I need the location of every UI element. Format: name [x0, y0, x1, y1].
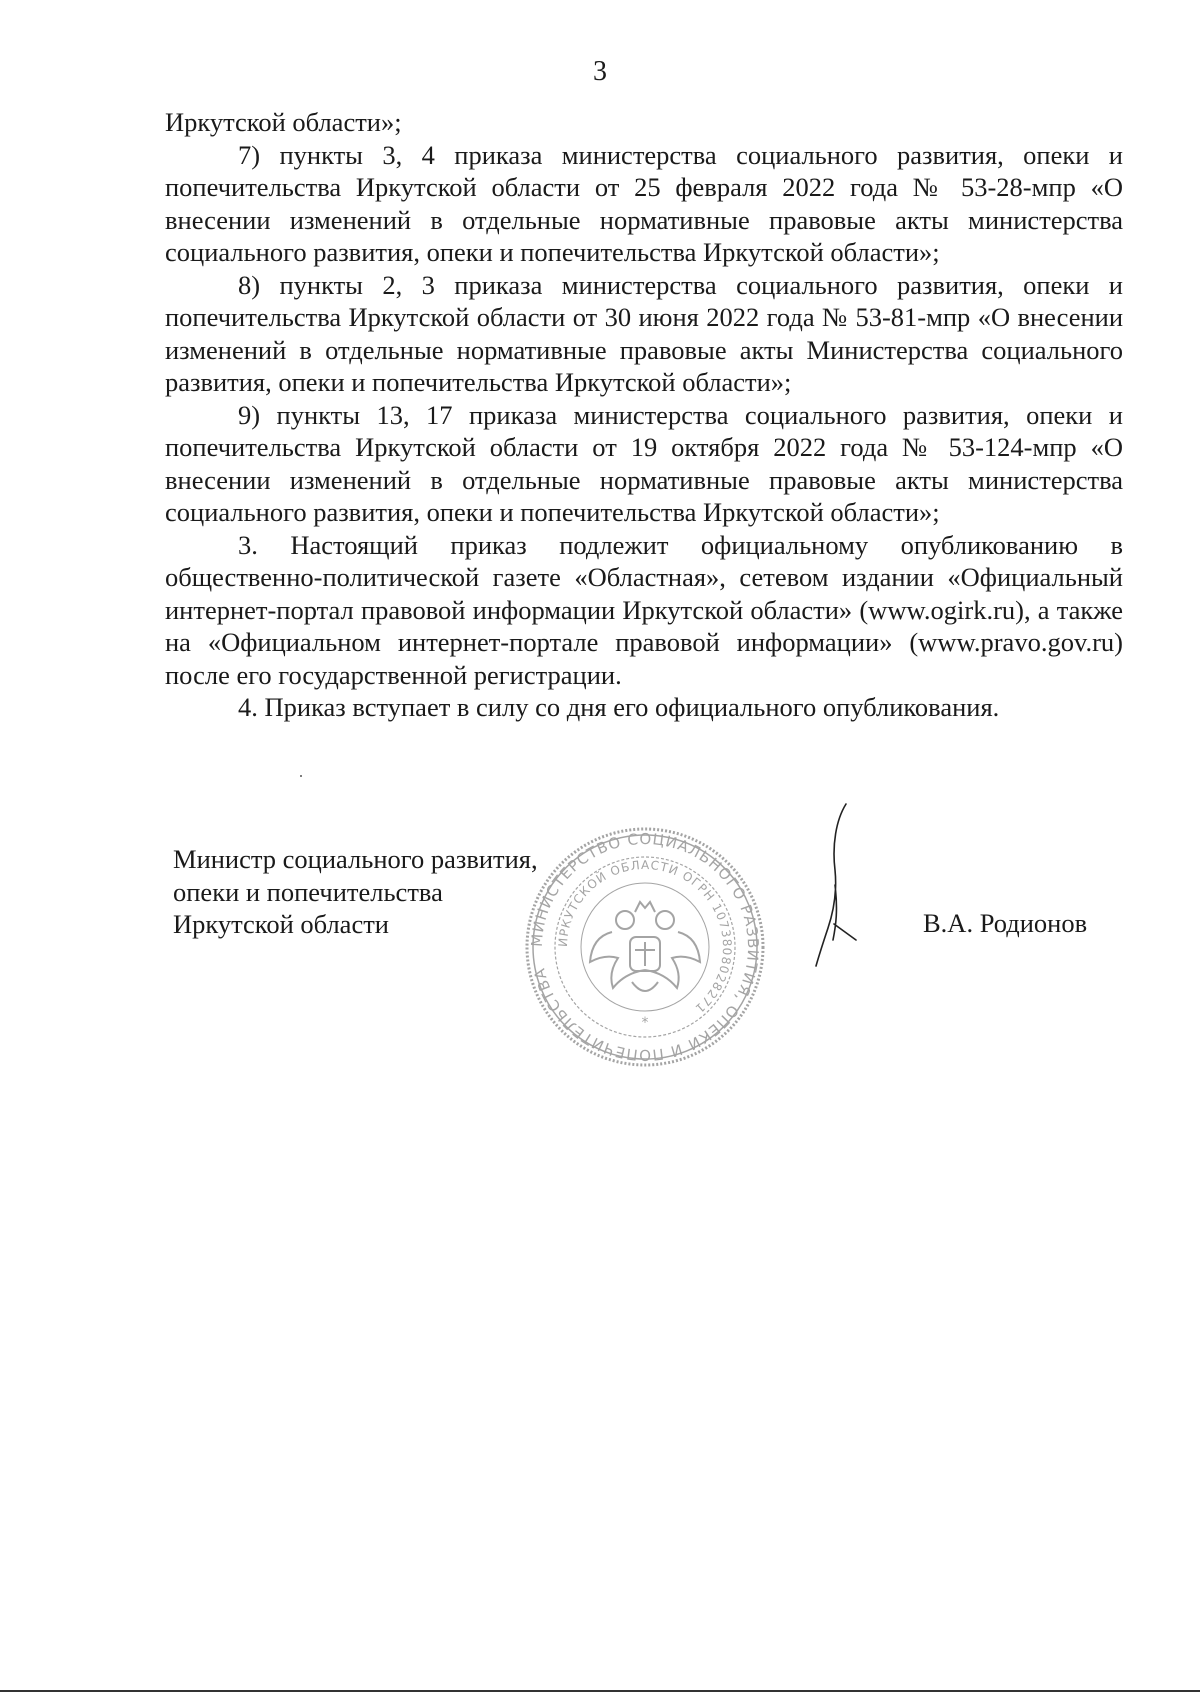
signatory-name: В.А. Родионов: [923, 908, 1088, 938]
document-body: [165, 106, 1123, 724]
coat-of-arms-emblem: [590, 902, 700, 991]
paragraph-continuation: Иркутской области»;: [165, 107, 402, 137]
clause-4-effective: 4. Приказ вступает в силу со дня его официального опубликования.: [238, 692, 1000, 722]
signatory-title-line-1: Министр социального развития,: [173, 844, 538, 874]
svg-text:*: *: [641, 1015, 649, 1031]
signatory-title-line-2: опеки и попечительства: [173, 876, 443, 907]
signatory-title-line-3: Иркутской области: [173, 909, 389, 939]
stamp-inner-text: ИРКУТСКОЙ ОБЛАСТИ ОГРН 1073808028271: [555, 857, 735, 1017]
page-number: 3: [593, 56, 607, 87]
list-item-7: 7) пункты 3, 4 приказа министерства социального развития, опеки и попечительства Иркутской области от 25 февраля 2022 года № 53-28-мпр «О внесении изменений в отдельные нормативные правовые акты министерства социального развития, опеки и попечительства Иркутской области»;: [165, 139, 1123, 267]
list-item-9: 9) пункты 13, 17 приказа министерства социального развития, опеки и попечительства Иркутской области от 19 октября 2022 года № 53-124-мпр «О внесении изменений в отдельные нормативные правовые акты министерства социального развития, опеки и попечительства Иркутской области»;: [165, 399, 1123, 527]
clause-3-publication: 3. Настоящий приказ подлежит официальному опубликованию в общественно-политической газете «Областная», сетевом издании «Официальный интернет-портал правовой информации Иркутской области» (www.ogirk.ru), а также на «Официальном интернет-портале правовой информации» (www.pravo.gov.ru) после его государственной регистрации.: [165, 529, 1123, 690]
page-bottom-rule: [0, 1690, 1200, 1692]
scan-speck: [300, 775, 302, 777]
stamp-outer-text: МИНИСТЕРСТВО СОЦИАЛЬНОГО РАЗВИТИЯ, ОПЕКИ И ПОПЕЧИТЕЛЬСТВА: [527, 829, 763, 1065]
official-seal-stamp: [520, 822, 770, 1072]
handwritten-signature: [800, 800, 870, 970]
list-item-8: 8) пункты 2, 3 приказа министерства социального развития, опеки и попечительства Иркутской области от 30 июня 2022 года № 53-81-мпр «О внесении изменений в отдельные нормативные правовые акты Министерства социального развития, опеки и попечительства Иркутской области»;: [165, 269, 1123, 397]
signatory-title: [173, 843, 538, 941]
